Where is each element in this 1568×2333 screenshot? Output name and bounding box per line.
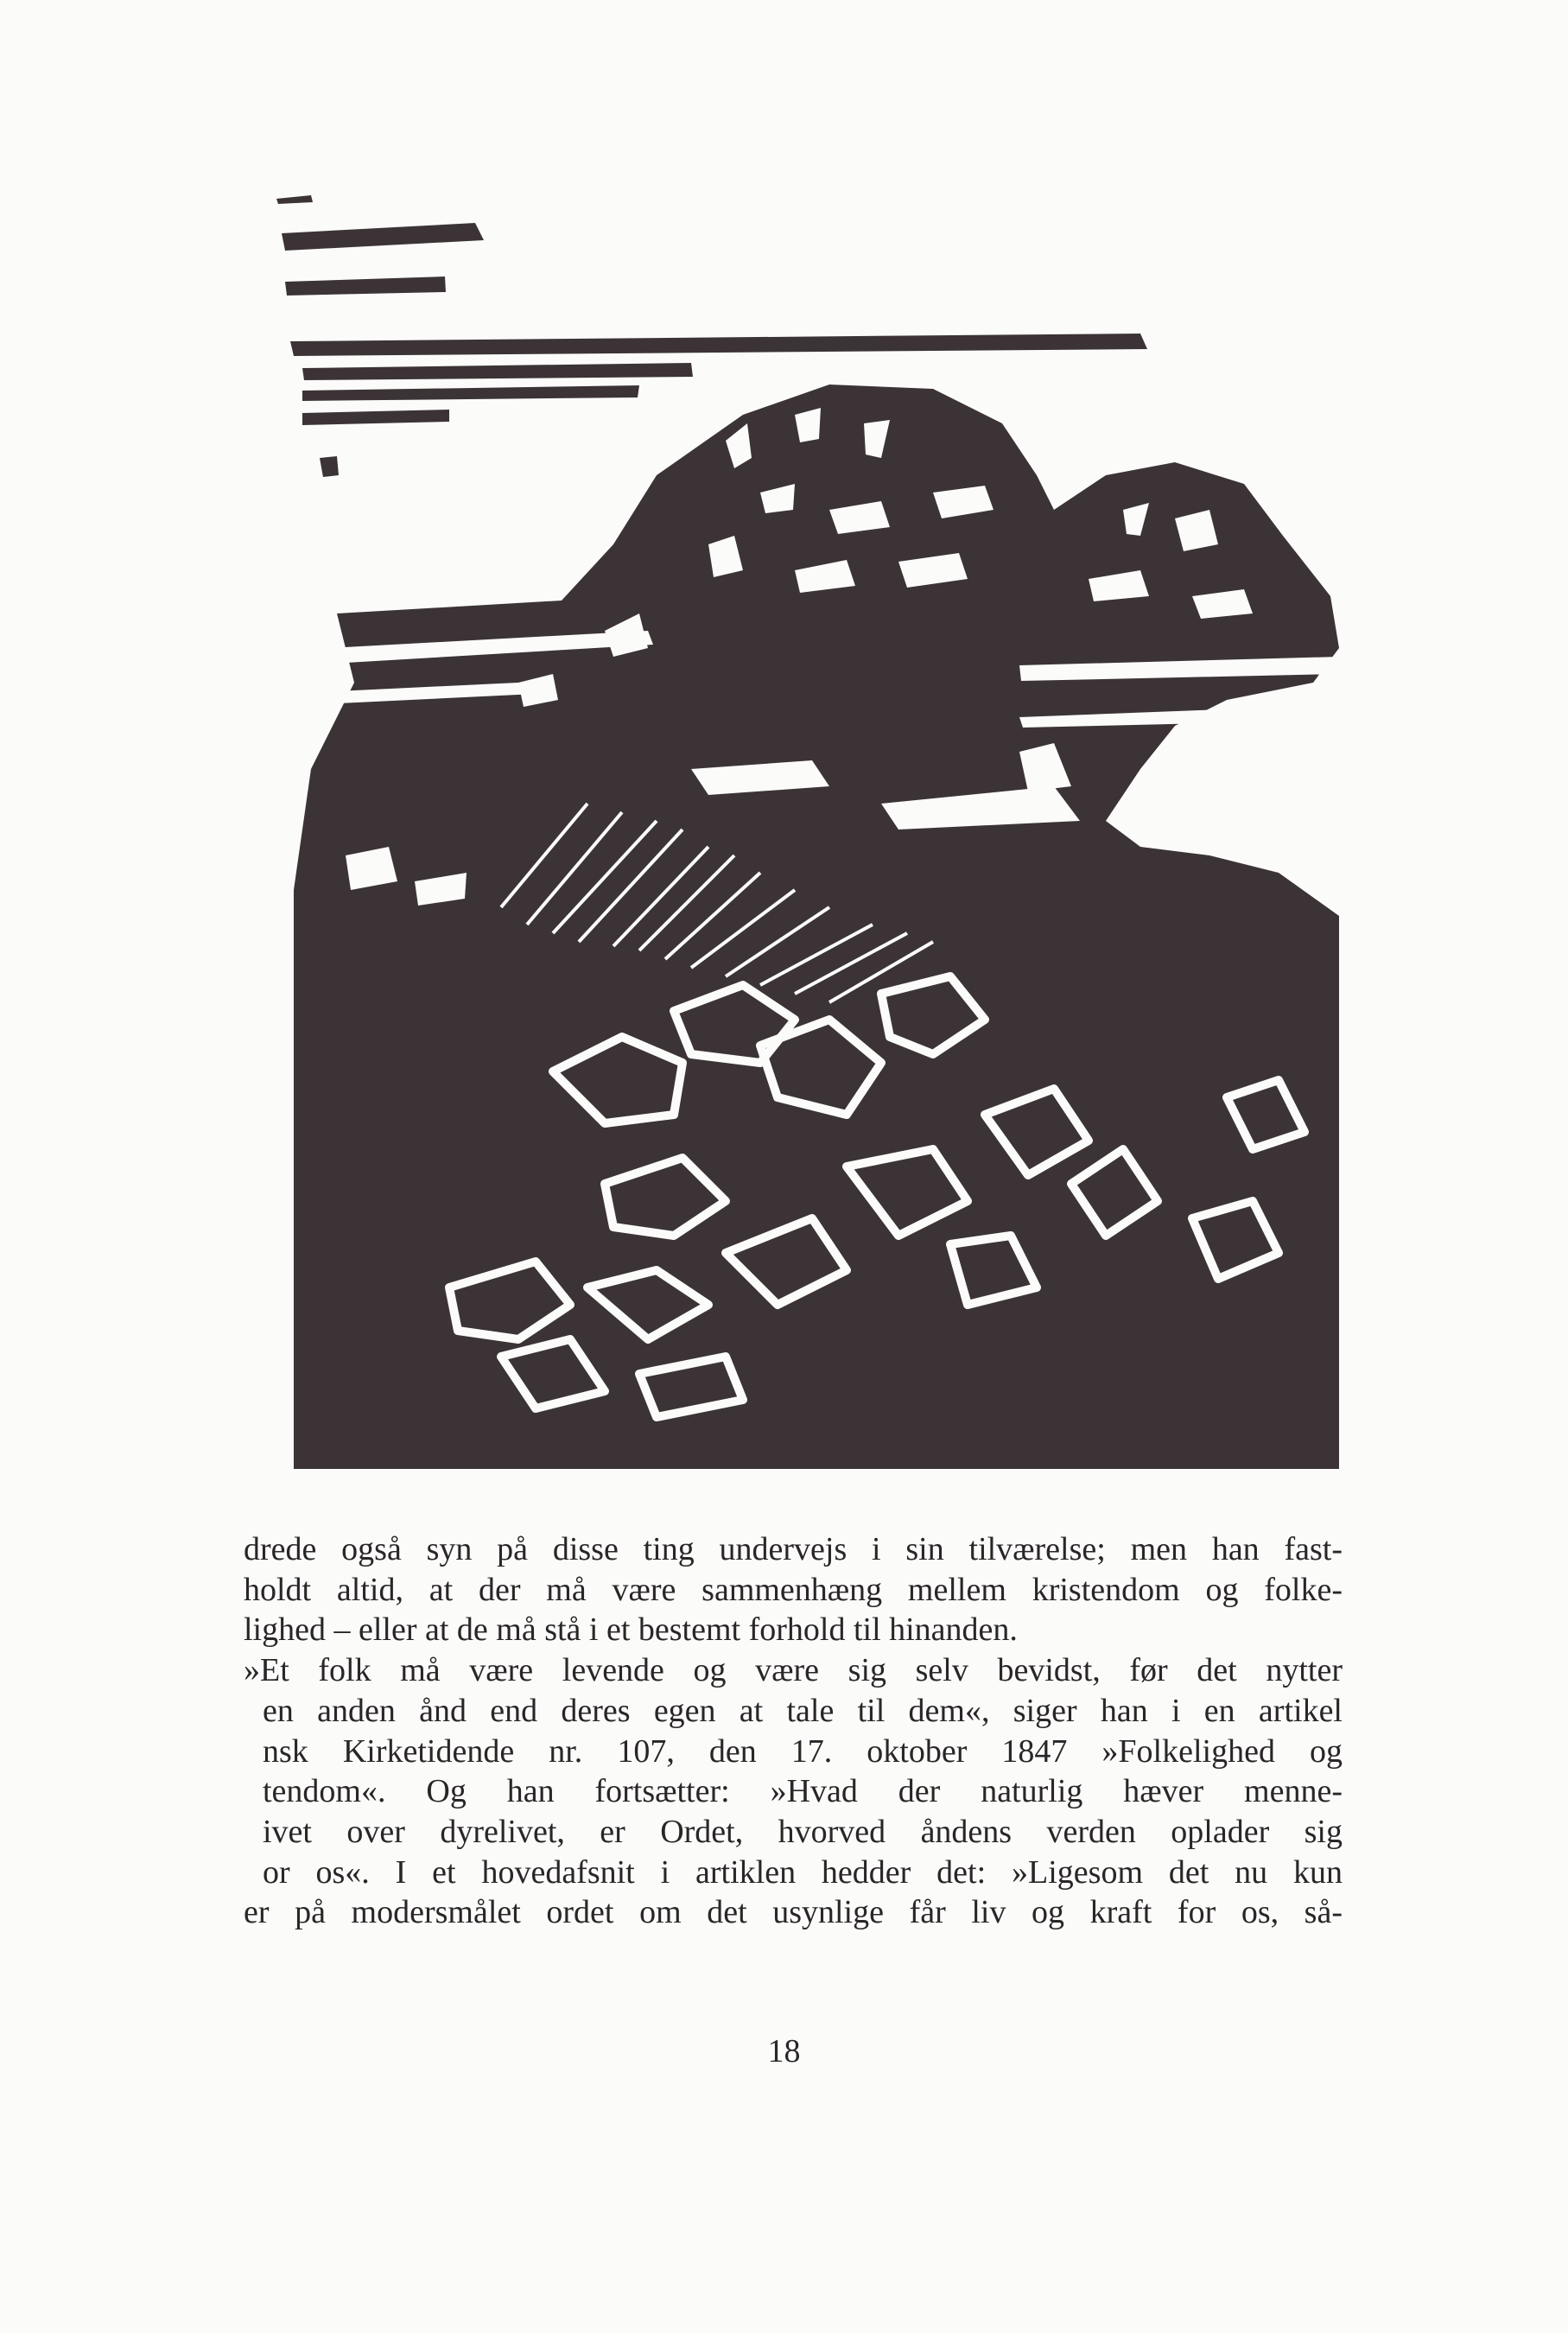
text-line: lighed – eller at de må stå i et bestemt forhold til hinanden. xyxy=(244,1611,1018,1649)
text-line: ivet over dyrelivet, er Ordet, hvorved åndens verden oplader sig xyxy=(263,1813,1343,1850)
text-line: »Et folk må være levende og være sig selv bevidst, før det nytter xyxy=(244,1652,1343,1689)
sky-streaks xyxy=(276,195,1147,477)
text-line: nsk Kirketidende nr. 107, den 17. oktober 1847 »Folkelighed og xyxy=(263,1732,1343,1770)
text-line: er på modersmålet ordet om det usynlige får liv og kraft for os, så- xyxy=(244,1894,1343,1931)
text-line: or os«. I et hovedafsnit i artiklen hedder det: »Ligesom det nu kun xyxy=(263,1853,1343,1891)
text-line: drede også syn på disse ting undervejs i sin tilværelse; men han fast- xyxy=(244,1531,1343,1567)
text-line: holdt altid, at der må være sammenhæng mellem kristendom og folke- xyxy=(244,1571,1343,1608)
woodcut-illustration xyxy=(276,164,1339,1469)
page-number: 18 xyxy=(767,2033,801,2069)
text-line: tendom«. Og han fortsætter: »Hvad der naturlig hæver menne- xyxy=(263,1773,1343,1810)
woodcut-landscape-image xyxy=(276,164,1339,1469)
body-text xyxy=(244,1529,1343,1933)
text-line: en anden ånd end deres egen at tale til dem«, siger han i en artikel xyxy=(263,1692,1343,1729)
